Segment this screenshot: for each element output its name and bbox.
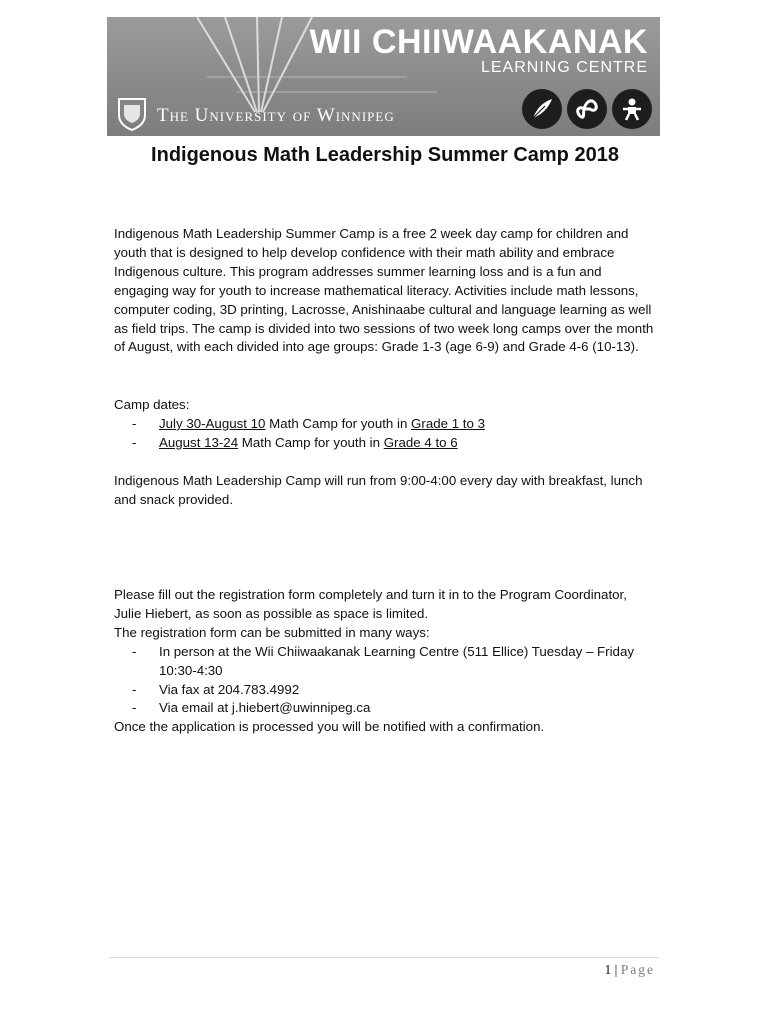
header-banner <box>107 17 660 136</box>
banner-title: WII CHIIWAAKANAK <box>309 23 648 61</box>
footer-divider <box>110 957 658 958</box>
submission-label: The registration form can be submitted in many ways: <box>114 624 430 640</box>
closing-text: Once the application is processed you will be notified with a confirmation. <box>114 719 545 735</box>
schedule-paragraph <box>114 472 654 510</box>
banner-icons <box>522 89 652 129</box>
page-number: 1 | Page <box>604 962 655 977</box>
list-item: - Via fax at 204.783.4992 <box>114 681 654 700</box>
list-item: - Via email at j.hiebert@uwinnipeg.ca <box>114 699 654 718</box>
university-name: The University of Winnipeg <box>157 105 395 126</box>
list-item: - In person at the Wii Chiiwaakanak Learning Centre (511 Ellice) Tuesday – Friday 10:30-4:30 <box>114 643 654 681</box>
camp-dates-list <box>114 415 654 453</box>
submission-list <box>114 643 654 719</box>
camp-dates-label: Camp dates: <box>114 397 190 412</box>
camp-dates-section <box>114 396 654 453</box>
intro-paragraph <box>114 225 654 357</box>
registration-intro: Please fill out the registration form completely and turn it in to the Program Coordinator, Julie Hiebert, as soon as possible as space is limited. <box>114 587 627 621</box>
list-item: - July 30-August 10 Math Camp for youth in Grade 1 to 3 <box>114 415 654 434</box>
person-icon <box>612 89 652 129</box>
banner-subtitle: LEARNING CENTRE <box>480 59 648 76</box>
intro-text: Indigenous Math Leadership Summer Camp is a free 2 week day camp for children and youth that is designed to help develop confidence with their math ability and embrace Indigenous culture. This program addresses summer learning loss and is a fun and engaging way for youth to increase mathematical literacy. Activities include math lessons, computer coding, 3D printing, Lacrosse, Anishinaabe cultural and language learning as well as field trips. The camp is divided into two sessions of two week long camps over the month of August, with each divided into age groups: Grade 1-3 (age 6-9) and Grade 4-6 (10-13). <box>114 226 654 355</box>
registration-section <box>114 586 654 737</box>
feather-icon <box>522 89 562 129</box>
university-crest-icon <box>117 97 147 131</box>
list-item: - August 13-24 Math Camp for youth in Grade 4 to 6 <box>114 434 654 453</box>
document-title: Indigenous Math Leadership Summer Camp 2018 <box>151 144 619 166</box>
schedule-text: Indigenous Math Leadership Camp will run from 9:00-4:00 every day with breakfast, lunch and snack provided. <box>114 473 643 507</box>
infinity-icon <box>567 89 607 129</box>
